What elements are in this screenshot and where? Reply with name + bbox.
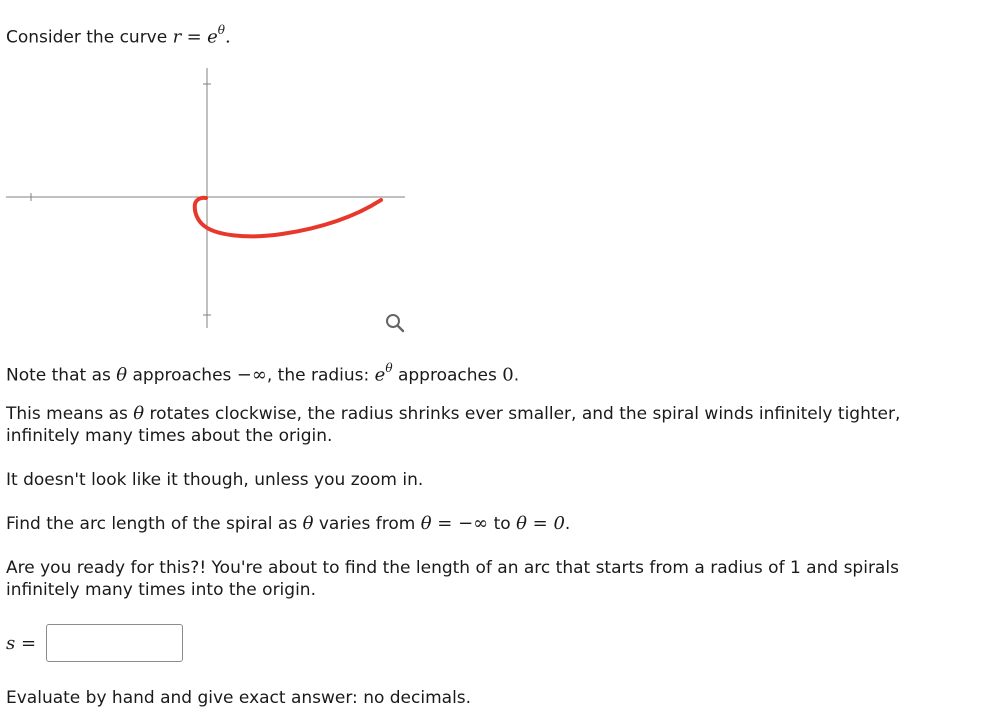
- find-end: .: [564, 514, 571, 534]
- answer-input[interactable]: [46, 624, 183, 662]
- note-text-1: Note that as: [6, 365, 111, 386]
- spiral-graph: [0, 60, 420, 330]
- magnifier-icon[interactable]: [383, 311, 407, 335]
- ready-paragraph: Are you ready for this?! You're about to find the length of an arc that starts from a radius of 1 and spirals infinitely many times into the origin.: [6, 558, 899, 600]
- intro-eq-sign: =: [186, 26, 202, 48]
- note-theta: θ: [116, 364, 128, 386]
- spiral-curve: [195, 198, 381, 237]
- find-text-2: varies from: [318, 514, 416, 534]
- note-end: .: [513, 365, 520, 386]
- intro-line: [6, 21, 231, 49]
- note-text-4: approaches: [397, 365, 497, 386]
- answer-label: s =: [6, 633, 37, 654]
- zoom-text: It doesn't look like it though, unless you zoom in.: [6, 470, 424, 490]
- note-neg-inf: −∞: [236, 364, 267, 386]
- note-line: [6, 359, 519, 387]
- intro-text: Consider the curve: [6, 27, 168, 48]
- means-text-2: rotates clockwise, the radius shrinks ever smaller, and the spiral winds infinitely tighter, infinitely many times about the origin.: [6, 404, 901, 446]
- find-eq-2: θ = 0: [516, 513, 565, 534]
- find-text-3: to: [493, 514, 511, 534]
- means-text-1: This means as: [6, 404, 128, 424]
- note-exp: θ: [385, 361, 393, 375]
- means-theta: θ: [133, 403, 145, 424]
- note-base: e: [374, 364, 386, 386]
- find-theta: θ: [302, 513, 314, 534]
- find-line: [6, 513, 570, 535]
- note-text-3: , the radius:: [266, 365, 370, 386]
- note-zero: 0: [502, 364, 514, 386]
- intro-eq-end: .: [225, 26, 231, 48]
- note-text-2: approaches: [132, 365, 232, 386]
- find-eq-1: θ = −∞: [420, 513, 489, 534]
- intro-eq-lhs: r: [172, 26, 182, 48]
- means-paragraph: [6, 403, 966, 447]
- intro-eq-base: e: [207, 26, 218, 48]
- intro-eq-exp: θ: [217, 23, 226, 37]
- find-text-1: Find the arc length of the spiral as: [6, 514, 298, 534]
- footer-text: Evaluate by hand and give exact answer: no decimals.: [6, 688, 472, 708]
